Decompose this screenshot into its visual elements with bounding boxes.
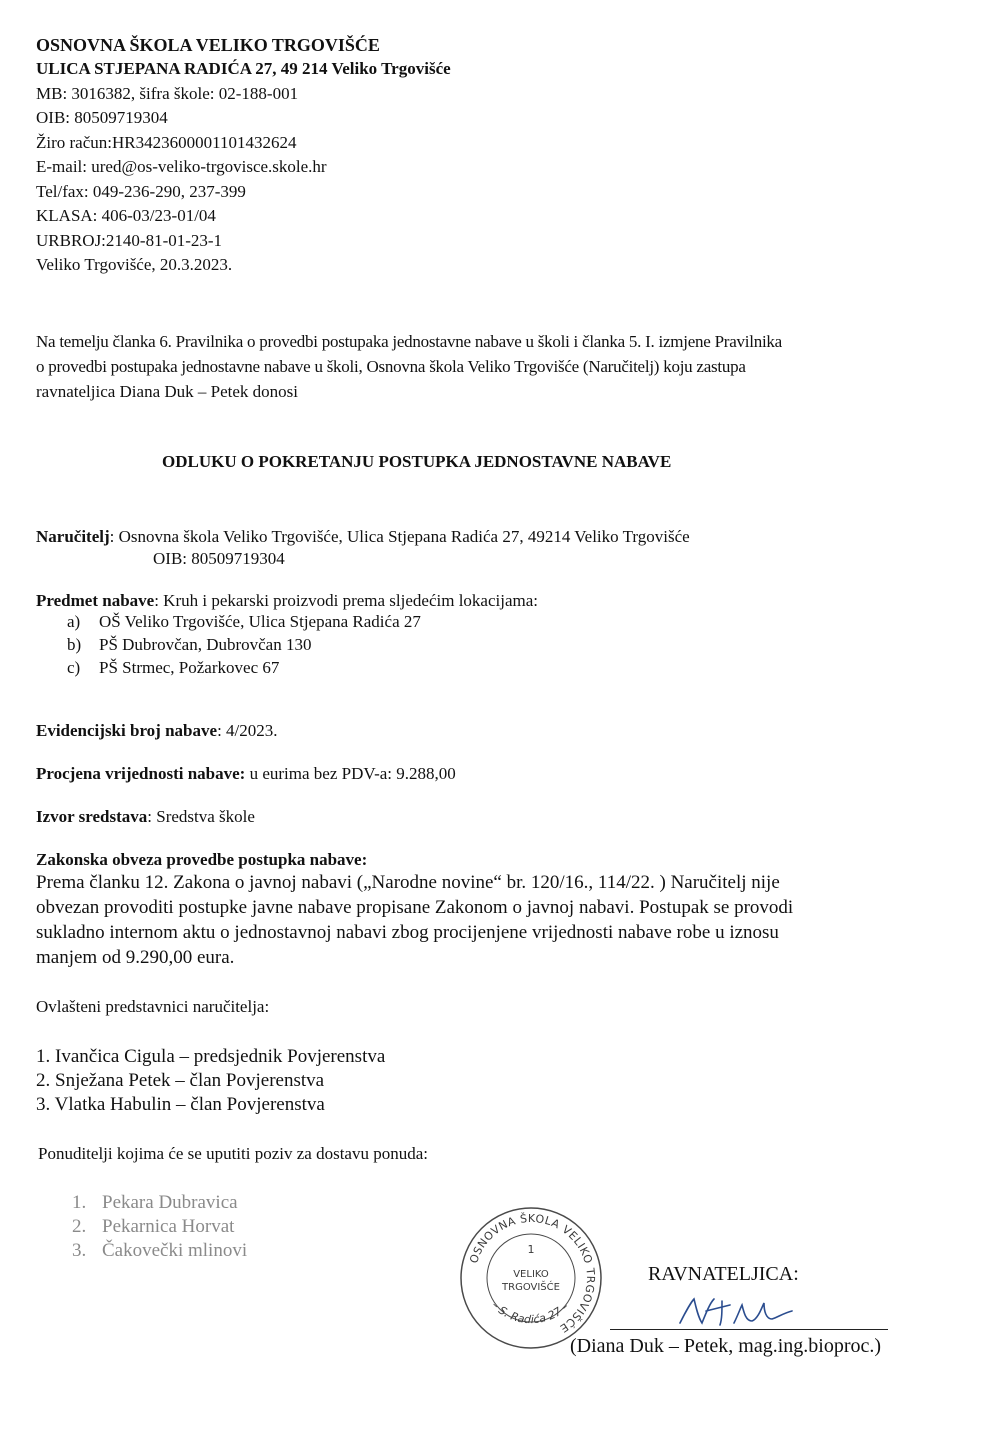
bidder-name: Čakovečki mlinovi	[102, 1240, 248, 1261]
list-letter: c)	[67, 658, 81, 677]
zakonska-line: obvezan provoditi postupke javne nabave propisane Zakonom o javnoj nabavi. Postupak se provodi	[36, 897, 794, 918]
procjena-value: u eurima bez PDV-a: 9.288,00	[245, 764, 456, 783]
evidencijski-row	[36, 719, 278, 744]
location-text: OŠ Veliko Trgovišće, Ulica Stjepana Radića 27	[99, 612, 421, 631]
location-text: PŠ Strmec, Požarkovec 67	[99, 658, 280, 677]
bidder-number: 1.	[72, 1192, 87, 1213]
evidencijski-label: Evidencijski broj nabave	[36, 721, 218, 740]
stamp-center-line2: TRGOVIŠĆE	[502, 1282, 560, 1293]
list-item	[67, 633, 421, 656]
intro-line: o provedbi postupaka jednostavne nabave u školi, Osnovna škola Veliko Trgovišće (Naručitelj) koju zastupa	[36, 357, 746, 376]
list-item	[67, 610, 421, 633]
school-account: Žiro račun:HR3423600001101432624	[36, 133, 297, 152]
klasa: KLASA: 406-03/23-01/04	[36, 206, 216, 225]
narucitelj-value: : Osnovna škola Veliko Trgovišće, Ulica Stjepana Radića 27, 49214 Veliko Trgovišće	[109, 527, 690, 546]
list-letter: b)	[67, 635, 82, 654]
bidder-name: Pekarnica Horvat	[102, 1216, 235, 1237]
member-item: 3. Vlatka Habulin – član Povjerenstva	[36, 1094, 325, 1115]
procjena-row	[36, 762, 456, 787]
bidder-item	[72, 1214, 234, 1239]
bidder-number: 2.	[72, 1216, 87, 1237]
urbroj: URBROJ:2140-81-01-23-1	[36, 231, 223, 250]
location-list	[67, 610, 421, 679]
list-item	[67, 656, 421, 679]
member-item: 2. Snježana Petek – član Povjerenstva	[36, 1070, 325, 1091]
evidencijski-value: : 4/2023.	[217, 721, 278, 740]
stamp-ring-text: OSNOVNA ŠKOLA VELIKO TRGOVIŠĆE	[467, 1211, 598, 1336]
bidder-item	[72, 1190, 238, 1215]
intro-line: Na temelju članka 6. Pravilnika o provedbi postupaka jednostavne nabave u školi i članka 5. I. izmjene Pravilnika	[36, 332, 782, 351]
document-title: ODLUKU O POKRETANJU POSTUPKA JEDNOSTAVNE NABAVE	[162, 452, 672, 471]
location-text: PŠ Dubrovčan, Dubrovčan 130	[99, 635, 312, 654]
signature-line	[610, 1329, 888, 1330]
school-name: OSNOVNA ŠKOLA VELIKO TRGOVIŠĆE	[36, 35, 380, 55]
ponuditelji-heading: Ponuditelji kojima će se uputiti poziv za dostavu ponuda:	[38, 1144, 428, 1163]
school-email: E-mail: ured@os-veliko-trgovisce.skole.hr	[36, 157, 327, 176]
signature-name: (Diana Duk – Petek, mag.ing.bioproc.)	[570, 1335, 882, 1357]
zakonska-line: Prema članku 12. Zakona o javnoj nabavi („Narodne novine“ br. 120/16., 114/22. ) Naručitelj nije	[36, 872, 780, 893]
narucitelj-row	[36, 525, 690, 550]
zakonska-line: sukladno internom aktu o jednostavnoj nabavi zbog procijenjene vrijednosti nabave robe u iznosu	[36, 922, 779, 943]
izvor-label: Izvor sredstava	[36, 807, 148, 826]
izvor-row	[36, 805, 255, 830]
list-letter: a)	[67, 612, 81, 631]
bidder-number: 3.	[72, 1240, 87, 1261]
school-address: ULICA STJEPANA RADIĆA 27, 49 214 Veliko Trgovišće	[36, 59, 451, 78]
stamp-number: 1	[527, 1243, 535, 1256]
signature-title: RAVNATELJICA:	[648, 1263, 799, 1285]
member-item: 1. Ivančica Cigula – predsjednik Povjerenstva	[36, 1046, 386, 1067]
narucitelj-oib: OIB: 80509719304	[153, 549, 285, 568]
narucitelj-label: Naručitelj	[36, 527, 110, 546]
ovlasteni-heading: Ovlašteni predstavnici naručitelja:	[36, 997, 270, 1016]
zakonska-label: Zakonska obveza provedbe postupka nabave:	[36, 850, 368, 869]
izvor-value: : Sredstva škole	[147, 807, 255, 826]
predmet-label: Predmet nabave	[36, 591, 155, 610]
handwritten-signature-icon	[672, 1293, 802, 1333]
school-oib: OIB: 80509719304	[36, 108, 168, 127]
bidder-name: Pekara Dubravica	[102, 1192, 238, 1213]
stamp-center-line1: VELIKO	[513, 1269, 549, 1280]
school-stamp	[456, 1203, 606, 1353]
procjena-label: Procjena vrijednosti nabave:	[36, 764, 246, 783]
school-mb: MB: 3016382, šifra škole: 02-188-001	[36, 84, 299, 103]
bidder-item	[72, 1238, 247, 1263]
school-phone: Tel/fax: 049-236-290, 237-399	[36, 182, 246, 201]
stamp-bottom-text: – S. Radića 27 –	[489, 1298, 572, 1327]
place-date: Veliko Trgovišće, 20.3.2023.	[36, 255, 233, 274]
intro-line: ravnateljica Diana Duk – Petek donosi	[36, 382, 299, 401]
predmet-value: : Kruh i pekarski proizvodi prema sljedećim lokacijama:	[154, 591, 538, 610]
zakonska-line: manjem od 9.290,00 eura.	[36, 947, 235, 968]
